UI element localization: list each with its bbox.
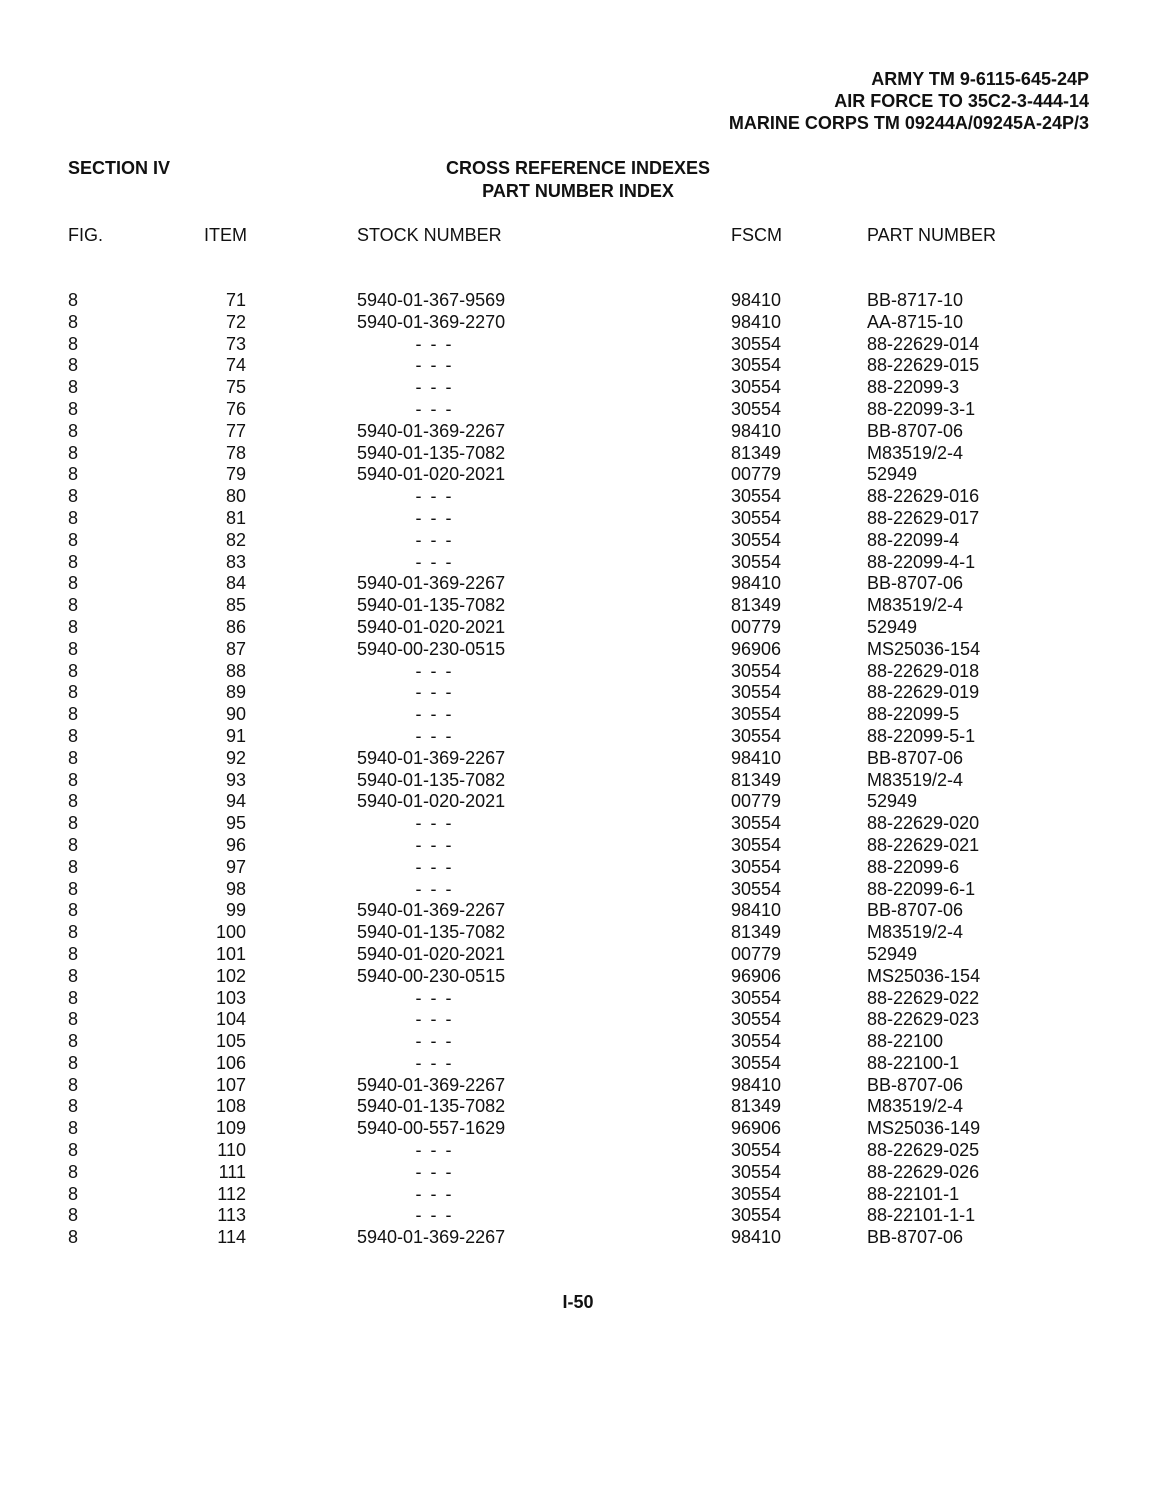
cell-item: 92 bbox=[225, 747, 246, 768]
cell-fscm: 81349 bbox=[731, 442, 782, 463]
cell-part-number: 88-22629-026 bbox=[867, 1161, 980, 1182]
table-row bbox=[0, 1031, 1156, 1053]
cell-item: 86 bbox=[225, 616, 246, 637]
cell-part-number: 88-22101-1 bbox=[867, 1183, 960, 1204]
table-row bbox=[0, 835, 1156, 857]
cell-fig: 8 bbox=[68, 398, 79, 419]
cell-fscm: 00779 bbox=[731, 464, 782, 485]
cell-part-number: BB-8707-06 bbox=[867, 900, 964, 921]
table-row bbox=[0, 399, 1156, 421]
table-row bbox=[0, 508, 1156, 530]
column-header-fig: FIG. bbox=[68, 225, 103, 245]
table-row bbox=[0, 1053, 1156, 1075]
cell-stock-number: - - - bbox=[415, 333, 454, 354]
cell-stock-number: - - - bbox=[415, 507, 454, 528]
cell-part-number: 52949 bbox=[867, 616, 918, 637]
cell-stock-number: - - - bbox=[415, 1161, 454, 1182]
cell-fscm: 98410 bbox=[731, 420, 782, 441]
cell-part-number: 88-22629-023 bbox=[867, 1009, 980, 1030]
cell-item: 89 bbox=[225, 682, 246, 703]
table-row bbox=[0, 1227, 1156, 1249]
cell-fig: 8 bbox=[68, 1052, 79, 1073]
cell-fig: 8 bbox=[68, 1031, 79, 1052]
cell-part-number: 52949 bbox=[867, 943, 918, 964]
cell-item: 81 bbox=[225, 507, 246, 528]
marine-corps-tm-number: MARINE CORPS TM 09244A/09245A-24P/3 bbox=[728, 113, 1089, 133]
cell-fscm: 30554 bbox=[731, 398, 782, 419]
cell-stock-number: - - - bbox=[415, 398, 454, 419]
cell-item: 72 bbox=[225, 311, 246, 332]
cell-stock-number: - - - bbox=[415, 1052, 454, 1073]
cell-part-number: M83519/2-4 bbox=[867, 922, 964, 943]
cell-fscm: 30554 bbox=[731, 355, 782, 376]
cell-fscm: 96906 bbox=[731, 965, 782, 986]
section-label: SECTION IV bbox=[68, 158, 171, 178]
cell-item: 82 bbox=[225, 529, 246, 550]
cell-fig: 8 bbox=[68, 1183, 79, 1204]
cell-stock-number: 5940-00-230-0515 bbox=[357, 638, 506, 659]
cell-fig: 8 bbox=[68, 290, 79, 310]
cell-part-number: 52949 bbox=[867, 464, 918, 485]
cell-part-number: 88-22100 bbox=[867, 1031, 944, 1052]
cell-fscm: 30554 bbox=[731, 878, 782, 899]
cell-fscm: 98410 bbox=[731, 290, 782, 310]
cell-fscm: 30554 bbox=[731, 333, 782, 354]
cell-item: 108 bbox=[215, 1096, 246, 1117]
cell-fig: 8 bbox=[68, 1161, 79, 1182]
cell-fscm: 00779 bbox=[731, 616, 782, 637]
cell-item: 101 bbox=[215, 943, 246, 964]
cell-stock-number: 5940-01-020-2021 bbox=[357, 464, 506, 485]
table-row bbox=[0, 770, 1156, 792]
cell-fscm: 30554 bbox=[731, 1031, 782, 1052]
cell-fig: 8 bbox=[68, 1118, 79, 1139]
cell-part-number: 88-22099-4-1 bbox=[867, 551, 976, 572]
cell-stock-number: - - - bbox=[415, 377, 454, 398]
cell-part-number: M83519/2-4 bbox=[867, 595, 964, 616]
table-row bbox=[0, 552, 1156, 574]
cell-item: 100 bbox=[215, 922, 246, 943]
cell-stock-number: 5940-01-369-2267 bbox=[357, 900, 506, 921]
table-row bbox=[0, 748, 1156, 770]
cell-fscm: 98410 bbox=[731, 1227, 782, 1248]
cell-part-number: 88-22629-015 bbox=[867, 355, 980, 376]
cell-item: 88 bbox=[225, 660, 246, 681]
page-title bbox=[378, 157, 778, 203]
cell-fscm: 98410 bbox=[731, 1074, 782, 1095]
cell-part-number: BB-8717-10 bbox=[867, 290, 964, 310]
cell-fscm: 00779 bbox=[731, 791, 782, 812]
cell-stock-number: 5940-01-369-2267 bbox=[357, 1074, 506, 1095]
cell-part-number: MS25036-154 bbox=[867, 638, 981, 659]
table-row bbox=[0, 1118, 1156, 1140]
cell-item: 96 bbox=[225, 834, 246, 855]
cell-item: 103 bbox=[215, 987, 246, 1008]
cell-item: 84 bbox=[225, 573, 246, 594]
cell-part-number: AA-8715-10 bbox=[867, 311, 964, 332]
cell-part-number: 88-22099-6-1 bbox=[867, 878, 976, 899]
table-row bbox=[0, 464, 1156, 486]
cell-fscm: 30554 bbox=[731, 507, 782, 528]
cell-fscm: 30554 bbox=[731, 377, 782, 398]
cell-fscm: 98410 bbox=[731, 573, 782, 594]
cell-part-number: 88-22629-020 bbox=[867, 813, 980, 834]
cell-fig: 8 bbox=[68, 704, 79, 725]
cell-fscm: 30554 bbox=[731, 1183, 782, 1204]
cell-fscm: 00779 bbox=[731, 943, 782, 964]
table-row bbox=[0, 595, 1156, 617]
cell-item: 85 bbox=[225, 595, 246, 616]
cell-fig: 8 bbox=[68, 616, 79, 637]
cell-item: 106 bbox=[215, 1052, 246, 1073]
table-row bbox=[0, 726, 1156, 748]
cell-fig: 8 bbox=[68, 311, 79, 332]
table-row bbox=[0, 988, 1156, 1010]
army-tm-number: ARMY TM 9-6115-645-24P bbox=[871, 69, 1089, 89]
cell-part-number: MS25036-154 bbox=[867, 965, 981, 986]
cell-fscm: 30554 bbox=[731, 1205, 782, 1226]
cell-part-number: 88-22099-6 bbox=[867, 856, 960, 877]
title-line-2: PART NUMBER INDEX bbox=[482, 181, 674, 201]
cell-part-number: 88-22629-019 bbox=[867, 682, 980, 703]
cell-part-number: 88-22629-021 bbox=[867, 834, 980, 855]
cell-item: 76 bbox=[225, 398, 246, 419]
cell-stock-number: - - - bbox=[415, 355, 454, 376]
column-header-item: ITEM bbox=[204, 225, 247, 245]
table-row bbox=[0, 900, 1156, 922]
cell-item: 79 bbox=[225, 464, 246, 485]
table-row bbox=[0, 857, 1156, 879]
cell-fscm: 30554 bbox=[731, 1161, 782, 1182]
cell-item: 97 bbox=[225, 856, 246, 877]
cell-stock-number: 5940-01-020-2021 bbox=[357, 943, 506, 964]
cell-fscm: 98410 bbox=[731, 900, 782, 921]
cell-fig: 8 bbox=[68, 725, 79, 746]
cell-fig: 8 bbox=[68, 595, 79, 616]
cell-stock-number: 5940-01-369-2267 bbox=[357, 1227, 506, 1248]
cell-part-number: 88-22629-022 bbox=[867, 987, 980, 1008]
table-row bbox=[0, 377, 1156, 399]
cell-part-number: 88-22629-025 bbox=[867, 1140, 980, 1161]
cell-fig: 8 bbox=[68, 769, 79, 790]
cell-item: 114 bbox=[217, 1227, 246, 1248]
cell-fig: 8 bbox=[68, 529, 79, 550]
table-row bbox=[0, 573, 1156, 595]
cell-stock-number: 5940-00-557-1629 bbox=[357, 1118, 506, 1139]
cell-fscm: 98410 bbox=[731, 311, 782, 332]
table-row bbox=[0, 966, 1156, 988]
cell-fig: 8 bbox=[68, 573, 79, 594]
cell-fig: 8 bbox=[68, 1009, 79, 1030]
table-row bbox=[0, 791, 1156, 813]
cell-part-number: 88-22629-017 bbox=[867, 507, 980, 528]
cell-part-number: 88-22099-4 bbox=[867, 529, 960, 550]
cell-stock-number: - - - bbox=[415, 878, 454, 899]
cell-stock-number: - - - bbox=[415, 1031, 454, 1052]
cell-part-number: 88-22099-3 bbox=[867, 377, 960, 398]
cell-fig: 8 bbox=[68, 355, 79, 376]
cell-item: 94 bbox=[225, 791, 246, 812]
cell-part-number: M83519/2-4 bbox=[867, 442, 964, 463]
cell-fscm: 30554 bbox=[731, 704, 782, 725]
cell-stock-number: 5940-01-020-2021 bbox=[357, 791, 506, 812]
cell-fscm: 81349 bbox=[731, 1096, 782, 1117]
cell-fig: 8 bbox=[68, 442, 79, 463]
cell-fscm: 81349 bbox=[731, 922, 782, 943]
table-row bbox=[0, 1162, 1156, 1184]
cell-stock-number: - - - bbox=[415, 813, 454, 834]
cell-stock-number: 5940-01-369-2267 bbox=[357, 573, 506, 594]
cell-stock-number: 5940-01-369-2267 bbox=[357, 420, 506, 441]
cell-fig: 8 bbox=[68, 1227, 79, 1248]
part-number-table bbox=[0, 290, 1156, 1249]
cell-item: 80 bbox=[225, 486, 246, 507]
cell-fig: 8 bbox=[68, 551, 79, 572]
cell-item: 111 bbox=[218, 1161, 246, 1182]
cell-stock-number: - - - bbox=[415, 1009, 454, 1030]
cell-part-number: BB-8707-06 bbox=[867, 1074, 964, 1095]
cell-fig: 8 bbox=[68, 464, 79, 485]
cell-item: 71 bbox=[225, 290, 246, 310]
cell-fig: 8 bbox=[68, 813, 79, 834]
cell-fig: 8 bbox=[68, 1140, 79, 1161]
table-row bbox=[0, 1140, 1156, 1162]
table-row bbox=[0, 1096, 1156, 1118]
cell-stock-number: - - - bbox=[415, 1183, 454, 1204]
cell-stock-number: 5940-01-369-2267 bbox=[357, 747, 506, 768]
cell-fscm: 81349 bbox=[731, 769, 782, 790]
cell-fig: 8 bbox=[68, 1096, 79, 1117]
table-row bbox=[0, 813, 1156, 835]
cell-stock-number: - - - bbox=[415, 834, 454, 855]
cell-stock-number: - - - bbox=[415, 987, 454, 1008]
cell-stock-number: 5940-01-135-7082 bbox=[357, 442, 506, 463]
cell-item: 83 bbox=[225, 551, 246, 572]
cell-part-number: BB-8707-06 bbox=[867, 573, 964, 594]
cell-fscm: 30554 bbox=[731, 660, 782, 681]
cell-fscm: 30554 bbox=[731, 682, 782, 703]
cell-item: 91 bbox=[225, 725, 246, 746]
cell-item: 87 bbox=[225, 638, 246, 659]
table-row bbox=[0, 355, 1156, 377]
table-row bbox=[0, 1184, 1156, 1206]
cell-stock-number: 5940-01-135-7082 bbox=[357, 922, 506, 943]
cell-stock-number: - - - bbox=[415, 660, 454, 681]
cell-fscm: 81349 bbox=[731, 595, 782, 616]
cell-fig: 8 bbox=[68, 638, 79, 659]
column-header-stock-number: STOCK NUMBER bbox=[357, 225, 502, 245]
cell-part-number: M83519/2-4 bbox=[867, 1096, 964, 1117]
cell-part-number: MS25036-149 bbox=[867, 1118, 981, 1139]
cell-item: 74 bbox=[225, 355, 246, 376]
cell-item: 109 bbox=[215, 1118, 246, 1139]
cell-fscm: 30554 bbox=[731, 987, 782, 1008]
table-row bbox=[0, 922, 1156, 944]
cell-fscm: 30554 bbox=[731, 813, 782, 834]
table-header bbox=[0, 225, 1156, 247]
cell-part-number: M83519/2-4 bbox=[867, 769, 964, 790]
document-header bbox=[729, 68, 1089, 134]
cell-part-number: 88-22099-3-1 bbox=[867, 398, 976, 419]
cell-stock-number: - - - bbox=[415, 529, 454, 550]
cell-fig: 8 bbox=[68, 922, 79, 943]
cell-part-number: 88-22629-018 bbox=[867, 660, 980, 681]
table-row bbox=[0, 312, 1156, 334]
cell-fig: 8 bbox=[68, 965, 79, 986]
cell-item: 75 bbox=[225, 377, 246, 398]
cell-fig: 8 bbox=[68, 987, 79, 1008]
cell-fig: 8 bbox=[68, 507, 79, 528]
cell-fig: 8 bbox=[68, 834, 79, 855]
cell-item: 104 bbox=[215, 1009, 246, 1030]
table-row bbox=[0, 682, 1156, 704]
cell-stock-number: - - - bbox=[415, 486, 454, 507]
cell-stock-number: - - - bbox=[415, 551, 454, 572]
cell-stock-number: 5940-01-020-2021 bbox=[357, 616, 506, 637]
cell-stock-number: - - - bbox=[415, 1205, 454, 1226]
table-row bbox=[0, 639, 1156, 661]
cell-fig: 8 bbox=[68, 943, 79, 964]
cell-item: 110 bbox=[217, 1140, 246, 1161]
table-row bbox=[0, 443, 1156, 465]
cell-stock-number: 5940-00-230-0515 bbox=[357, 965, 506, 986]
cell-fscm: 30554 bbox=[731, 856, 782, 877]
column-header-part-number: PART NUMBER bbox=[867, 225, 997, 245]
cell-part-number: BB-8707-06 bbox=[867, 1227, 964, 1248]
cell-fig: 8 bbox=[68, 660, 79, 681]
page-number: I-50 bbox=[562, 1292, 594, 1312]
air-force-to-number: AIR FORCE TO 35C2-3-444-14 bbox=[834, 91, 1089, 111]
cell-item: 112 bbox=[217, 1183, 246, 1204]
cell-fig: 8 bbox=[68, 1074, 79, 1095]
cell-fscm: 30554 bbox=[731, 834, 782, 855]
cell-part-number: 88-22629-014 bbox=[867, 333, 980, 354]
cell-fscm: 30554 bbox=[731, 1140, 782, 1161]
cell-part-number: 88-22101-1-1 bbox=[867, 1205, 976, 1226]
column-header-fscm: FSCM bbox=[731, 225, 782, 245]
cell-stock-number: - - - bbox=[415, 1140, 454, 1161]
cell-fscm: 30554 bbox=[731, 551, 782, 572]
cell-item: 78 bbox=[225, 442, 246, 463]
cell-item: 105 bbox=[215, 1031, 246, 1052]
cell-fscm: 30554 bbox=[731, 1052, 782, 1073]
cell-item: 107 bbox=[215, 1074, 246, 1095]
table-row bbox=[0, 486, 1156, 508]
cell-stock-number: 5940-01-369-2270 bbox=[357, 311, 506, 332]
table-row bbox=[0, 704, 1156, 726]
cell-fig: 8 bbox=[68, 486, 79, 507]
cell-stock-number: - - - bbox=[415, 856, 454, 877]
table-row bbox=[0, 290, 1156, 312]
cell-part-number: 88-22099-5-1 bbox=[867, 725, 976, 746]
cell-fig: 8 bbox=[68, 791, 79, 812]
cell-fig: 8 bbox=[68, 682, 79, 703]
cell-item: 95 bbox=[225, 813, 246, 834]
title-line-1: CROSS REFERENCE INDEXES bbox=[445, 158, 711, 178]
cell-fig: 8 bbox=[68, 856, 79, 877]
cell-fscm: 96906 bbox=[731, 1118, 782, 1139]
cell-item: 98 bbox=[225, 878, 246, 899]
cell-fscm: 96906 bbox=[731, 638, 782, 659]
cell-fig: 8 bbox=[68, 747, 79, 768]
table-row bbox=[0, 1009, 1156, 1031]
cell-fscm: 30554 bbox=[731, 486, 782, 507]
cell-stock-number: - - - bbox=[415, 682, 454, 703]
cell-fig: 8 bbox=[68, 420, 79, 441]
cell-fig: 8 bbox=[68, 900, 79, 921]
cell-item: 93 bbox=[225, 769, 246, 790]
table-row bbox=[0, 530, 1156, 552]
cell-fscm: 30554 bbox=[731, 725, 782, 746]
cell-item: 102 bbox=[215, 965, 246, 986]
table-row bbox=[0, 334, 1156, 356]
cell-part-number: 88-22629-016 bbox=[867, 486, 980, 507]
cell-stock-number: 5940-01-367-9569 bbox=[357, 290, 506, 310]
cell-stock-number: 5940-01-135-7082 bbox=[357, 769, 506, 790]
cell-item: 113 bbox=[217, 1205, 246, 1226]
cell-item: 99 bbox=[225, 900, 246, 921]
cell-stock-number: 5940-01-135-7082 bbox=[357, 595, 506, 616]
table-row bbox=[0, 1075, 1156, 1097]
table-row bbox=[0, 1205, 1156, 1227]
cell-stock-number: - - - bbox=[415, 704, 454, 725]
cell-part-number: 88-22100-1 bbox=[867, 1052, 960, 1073]
cell-fig: 8 bbox=[68, 1205, 79, 1226]
table-row bbox=[0, 944, 1156, 966]
cell-fscm: 98410 bbox=[731, 747, 782, 768]
cell-fscm: 30554 bbox=[731, 529, 782, 550]
cell-part-number: BB-8707-06 bbox=[867, 747, 964, 768]
table-row bbox=[0, 617, 1156, 639]
table-row bbox=[0, 879, 1156, 901]
cell-fig: 8 bbox=[68, 377, 79, 398]
cell-stock-number: 5940-01-135-7082 bbox=[357, 1096, 506, 1117]
cell-part-number: 88-22099-5 bbox=[867, 704, 960, 725]
cell-fscm: 30554 bbox=[731, 1009, 782, 1030]
cell-item: 90 bbox=[225, 704, 246, 725]
cell-fig: 8 bbox=[68, 333, 79, 354]
cell-fig: 8 bbox=[68, 878, 79, 899]
cell-item: 73 bbox=[225, 333, 246, 354]
table-row bbox=[0, 421, 1156, 443]
table-row bbox=[0, 661, 1156, 683]
cell-part-number: 52949 bbox=[867, 791, 918, 812]
cell-part-number: BB-8707-06 bbox=[867, 420, 964, 441]
cell-item: 77 bbox=[225, 420, 246, 441]
cell-stock-number: - - - bbox=[415, 725, 454, 746]
